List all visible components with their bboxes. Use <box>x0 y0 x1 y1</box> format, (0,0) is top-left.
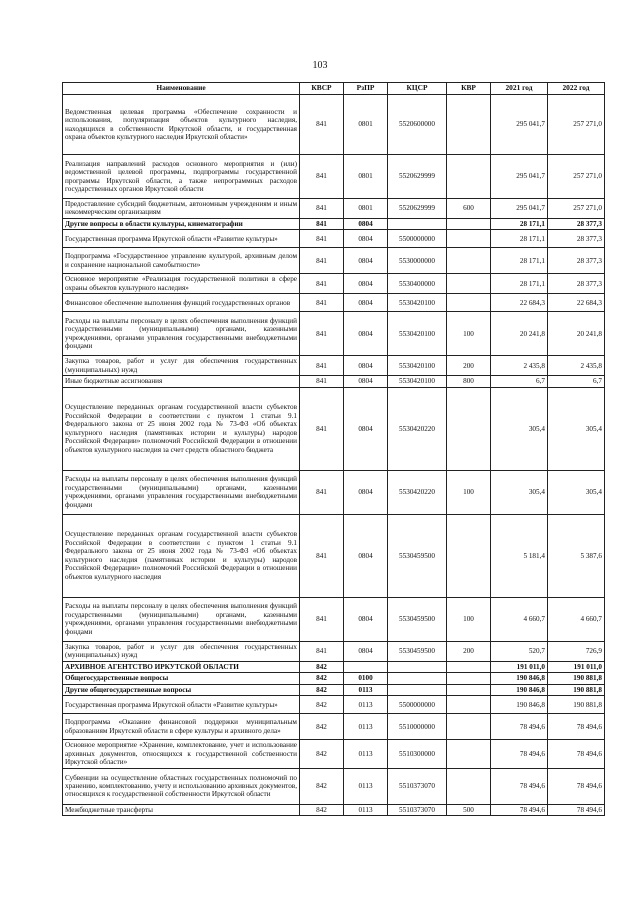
cell-2021: 295 041,7 <box>491 155 548 199</box>
cell-rzpr: 0801 <box>344 199 388 219</box>
cell-2022: 6,7 <box>548 376 605 387</box>
table-row <box>63 804 605 815</box>
cell-name: Осуществление переданных органам государственной власти субъектов Российской Федерации в соответствии с пунктом 1 статьи 9.1 Федерального закона от 25 июня 2002 года № 73-ФЗ «Об объектах культурного наследия (памятниках истории и культуры) народов Российской Федерации» полномочий Российской Федерации в отношении объектов культурного наследия <box>63 514 300 597</box>
cell-rzpr: 0801 <box>344 95 388 155</box>
cell-2021: 78 494,6 <box>491 714 548 740</box>
cell-kvsr: 841 <box>300 312 344 356</box>
cell-rzpr: 0113 <box>344 684 388 695</box>
cell-kvr: 200 <box>447 356 491 376</box>
cell-kvsr: 842 <box>300 768 344 804</box>
cell-kcsr: 5510000000 <box>388 714 447 740</box>
cell-name: Закупка товаров, работ и услуг для обеспечения государственных (муниципальных) нужд <box>63 641 300 661</box>
cell-kcsr: 5520629999 <box>388 155 447 199</box>
cell-kvsr: 842 <box>300 673 344 684</box>
cell-2021: 20 241,8 <box>491 312 548 356</box>
cell-2022: 28 377,3 <box>548 218 605 229</box>
cell-2022: 22 684,3 <box>548 294 605 312</box>
cell-kcsr <box>388 218 447 229</box>
cell-kvr <box>447 95 491 155</box>
cell-kvr: 200 <box>447 641 491 661</box>
cell-rzpr <box>344 661 388 672</box>
cell-kcsr: 5530420100 <box>388 312 447 356</box>
cell-2021: 78 494,6 <box>491 740 548 768</box>
cell-kvsr: 841 <box>300 218 344 229</box>
cell-name: Подпрограмма «Государственное управление культурой, архивным делом и сохранение национальной самобытности» <box>63 248 300 274</box>
cell-kcsr: 5530459500 <box>388 514 447 597</box>
cell-kvsr: 841 <box>300 274 344 294</box>
cell-2022: 78 494,6 <box>548 740 605 768</box>
table-row <box>63 294 605 312</box>
cell-kvr <box>447 661 491 672</box>
table-row <box>63 155 605 199</box>
table-header-row <box>63 83 605 95</box>
cell-2021: 28 171,1 <box>491 248 548 274</box>
table-row <box>63 95 605 155</box>
cell-kvsr: 842 <box>300 804 344 815</box>
cell-2022: 4 660,7 <box>548 597 605 641</box>
cell-kcsr: 5520629999 <box>388 199 447 219</box>
table-row <box>63 684 605 695</box>
header-kvsr: КВСР <box>300 83 344 95</box>
cell-2021: 295 041,7 <box>491 95 548 155</box>
cell-rzpr: 0804 <box>344 470 388 514</box>
cell-rzpr: 0113 <box>344 740 388 768</box>
cell-kvsr: 841 <box>300 248 344 274</box>
cell-kvsr: 842 <box>300 740 344 768</box>
cell-name: Финансовое обеспечение выполнения функций государственных органов <box>63 294 300 312</box>
cell-kvr <box>447 155 491 199</box>
cell-2021: 5 181,4 <box>491 514 548 597</box>
cell-kvr: 600 <box>447 199 491 219</box>
cell-2022: 190 881,8 <box>548 696 605 714</box>
cell-kvsr: 841 <box>300 470 344 514</box>
cell-kcsr: 5510373070 <box>388 768 447 804</box>
cell-2021: 305,4 <box>491 470 548 514</box>
cell-name: Расходы на выплаты персоналу в целях обеспечения выполнения функций государственными (муниципальными) органами, казенными учреждениями, органами управления государственными внебюджетными фондами <box>63 312 300 356</box>
cell-2022: 2 435,8 <box>548 356 605 376</box>
table-row <box>63 470 605 514</box>
table-row <box>63 714 605 740</box>
cell-kvr <box>447 230 491 248</box>
cell-2021: 295 041,7 <box>491 199 548 219</box>
header-name: Наименование <box>63 83 300 95</box>
cell-kvr <box>447 714 491 740</box>
cell-name: АРХИВНОЕ АГЕНТСТВО ИРКУТСКОЙ ОБЛАСТИ <box>63 661 300 672</box>
cell-2021: 78 494,6 <box>491 804 548 815</box>
cell-name: Основное мероприятие «Хранение, комплектование, учет и использование архивных документов, относящихся к государственной собственности Иркутской области» <box>63 740 300 768</box>
cell-kcsr <box>388 661 447 672</box>
cell-kvr: 100 <box>447 470 491 514</box>
cell-kvr: 800 <box>447 376 491 387</box>
cell-kvr <box>447 294 491 312</box>
cell-kvsr: 841 <box>300 230 344 248</box>
cell-2021: 6,7 <box>491 376 548 387</box>
table-row <box>63 199 605 219</box>
cell-kcsr: 5530459500 <box>388 597 447 641</box>
cell-2021: 190 846,8 <box>491 684 548 695</box>
cell-name: Подпрограмма «Оказание финансовой поддержки муниципальным образованиям Иркутской области в сфере культуры и архивного дела» <box>63 714 300 740</box>
cell-kvr <box>447 248 491 274</box>
table-row <box>63 696 605 714</box>
cell-2022: 78 494,6 <box>548 804 605 815</box>
cell-name: Субвенции на осуществление областных государственных полномочий по хранению, комплектованию, учету и использованию архивных документов, относящихся к государственной собственности Иркутской области <box>63 768 300 804</box>
cell-kvr <box>447 696 491 714</box>
cell-kvsr: 841 <box>300 95 344 155</box>
cell-name: Расходы на выплаты персоналу в целях обеспечения выполнения функций государственными (муниципальными) органами, казенными учреждениями, органами управления государственными внебюджетными фондами <box>63 470 300 514</box>
cell-kcsr: 5530420100 <box>388 294 447 312</box>
cell-name: Государственная программа Иркутской области «Развитие культуры» <box>63 696 300 714</box>
cell-kcsr <box>388 673 447 684</box>
table-row <box>63 514 605 597</box>
header-2022: 2022 год <box>548 83 605 95</box>
cell-name: Другие вопросы в области культуры, кинематографии <box>63 218 300 229</box>
cell-2021: 520,7 <box>491 641 548 661</box>
cell-kcsr: 5510300000 <box>388 740 447 768</box>
cell-kvsr: 841 <box>300 155 344 199</box>
cell-name: Межбюджетные трансферты <box>63 804 300 815</box>
cell-2022: 190 881,8 <box>548 684 605 695</box>
table-row <box>63 248 605 274</box>
cell-2022: 305,4 <box>548 387 605 470</box>
cell-name: Осуществление переданных органам государственной власти субъектов Российской Федерации в соответствии с пунктом 1 статьи 9.1 Федерального закона от 25 июня 2002 года № 73-ФЗ «Об объектах культурного наследия (памятниках истории и культуры) народов Российской Федерации» полномочий Российской Федерации в отношении объектов культурного наследия за счет средств областного бюджета <box>63 387 300 470</box>
cell-kvsr: 841 <box>300 597 344 641</box>
cell-2021: 28 171,1 <box>491 274 548 294</box>
cell-rzpr: 0804 <box>344 376 388 387</box>
cell-rzpr: 0804 <box>344 312 388 356</box>
table-row <box>63 597 605 641</box>
cell-2022: 191 011,0 <box>548 661 605 672</box>
table-row <box>63 673 605 684</box>
cell-name: Расходы на выплаты персоналу в целях обеспечения выполнения функций государственными (муниципальными) органами, казенными учреждениями, органами управления государственными внебюджетными фондами <box>63 597 300 641</box>
cell-kcsr: 5530420220 <box>388 470 447 514</box>
cell-rzpr: 0113 <box>344 714 388 740</box>
cell-rzpr: 0113 <box>344 696 388 714</box>
table-row <box>63 387 605 470</box>
cell-kcsr: 5530420100 <box>388 356 447 376</box>
cell-kvr: 100 <box>447 312 491 356</box>
cell-2021: 305,4 <box>491 387 548 470</box>
cell-name: Ведомственная целевая программа «Обеспечение сохранности и использования, популяризация объектов культурного наследия, находящихся в собственности Иркутской области, и государственная охрана объектов культурного наследия Иркутской области» <box>63 95 300 155</box>
cell-2022: 28 377,3 <box>548 230 605 248</box>
cell-kvr <box>447 514 491 597</box>
cell-kvr <box>447 274 491 294</box>
cell-rzpr: 0804 <box>344 294 388 312</box>
budget-table <box>62 82 605 816</box>
cell-kvr: 100 <box>447 597 491 641</box>
cell-kvsr: 841 <box>300 199 344 219</box>
cell-rzpr: 0804 <box>344 597 388 641</box>
cell-kcsr: 5510373070 <box>388 804 447 815</box>
header-2021: 2021 год <box>491 83 548 95</box>
cell-kvr: 500 <box>447 804 491 815</box>
cell-2022: 5 387,6 <box>548 514 605 597</box>
cell-name: Предоставление субсидий бюджетным, автономным учреждениям и иным некоммерческим организациям <box>63 199 300 219</box>
table-row <box>63 274 605 294</box>
header-rzpr: РзПР <box>344 83 388 95</box>
cell-kvsr: 841 <box>300 387 344 470</box>
table-row <box>63 768 605 804</box>
cell-kcsr: 5530400000 <box>388 274 447 294</box>
cell-name: Основное мероприятие «Реализация государственной политики в сфере охраны объектов культурного наследия» <box>63 274 300 294</box>
cell-kvsr: 841 <box>300 641 344 661</box>
cell-rzpr: 0804 <box>344 514 388 597</box>
cell-kcsr: 5500000000 <box>388 696 447 714</box>
page-number: 103 <box>312 60 328 71</box>
table-row <box>63 661 605 672</box>
cell-rzpr: 0113 <box>344 768 388 804</box>
cell-2021: 28 171,1 <box>491 230 548 248</box>
cell-kvsr: 842 <box>300 661 344 672</box>
cell-2022: 78 494,6 <box>548 714 605 740</box>
cell-2022: 305,4 <box>548 470 605 514</box>
cell-2021: 22 684,3 <box>491 294 548 312</box>
cell-kcsr: 5520600000 <box>388 95 447 155</box>
cell-kvr <box>447 768 491 804</box>
cell-2022: 257 271,0 <box>548 199 605 219</box>
cell-2021: 190 846,8 <box>491 696 548 714</box>
table-row <box>63 230 605 248</box>
cell-kvsr: 841 <box>300 356 344 376</box>
table-row <box>63 376 605 387</box>
cell-kcsr: 5530000000 <box>388 248 447 274</box>
cell-rzpr: 0804 <box>344 218 388 229</box>
cell-kvsr: 842 <box>300 714 344 740</box>
table-row <box>63 641 605 661</box>
cell-kcsr <box>388 684 447 695</box>
cell-kcsr: 5500000000 <box>388 230 447 248</box>
cell-2022: 20 241,8 <box>548 312 605 356</box>
cell-2021: 28 171,1 <box>491 218 548 229</box>
cell-rzpr: 0100 <box>344 673 388 684</box>
cell-2021: 4 660,7 <box>491 597 548 641</box>
table-row <box>63 218 605 229</box>
cell-2021: 2 435,8 <box>491 356 548 376</box>
cell-kvsr: 842 <box>300 696 344 714</box>
cell-kvr <box>447 684 491 695</box>
cell-name: Закупка товаров, работ и услуг для обеспечения государственных (муниципальных) нужд <box>63 356 300 376</box>
cell-2022: 257 271,0 <box>548 95 605 155</box>
header-kvr: КВР <box>447 83 491 95</box>
cell-2022: 28 377,3 <box>548 274 605 294</box>
cell-rzpr: 0804 <box>344 274 388 294</box>
cell-kvsr: 841 <box>300 376 344 387</box>
cell-2022: 28 377,3 <box>548 248 605 274</box>
cell-name: Другие общегосударственные вопросы <box>63 684 300 695</box>
cell-kvr <box>447 740 491 768</box>
cell-name: Реализация направлений расходов основного мероприятия и (или) ведомственной целевой программы, подпрограммы государственной программы Иркутской области, а также непрограммных расходов государственных органов Иркутской области <box>63 155 300 199</box>
cell-name: Иные бюджетные ассигнования <box>63 376 300 387</box>
cell-2021: 190 846,8 <box>491 673 548 684</box>
cell-kvr <box>447 673 491 684</box>
cell-kvr <box>447 218 491 229</box>
cell-kcsr: 5530420100 <box>388 376 447 387</box>
cell-kvr <box>447 387 491 470</box>
cell-2022: 190 881,8 <box>548 673 605 684</box>
table-row <box>63 356 605 376</box>
cell-2021: 191 011,0 <box>491 661 548 672</box>
cell-kcsr: 5530459500 <box>388 641 447 661</box>
cell-2022: 726,9 <box>548 641 605 661</box>
table-row <box>63 312 605 356</box>
cell-kvsr: 841 <box>300 514 344 597</box>
cell-rzpr: 0113 <box>344 804 388 815</box>
cell-rzpr: 0804 <box>344 248 388 274</box>
table-row <box>63 740 605 768</box>
cell-kvsr: 842 <box>300 684 344 695</box>
cell-rzpr: 0804 <box>344 230 388 248</box>
cell-name: Государственная программа Иркутской области «Развитие культуры» <box>63 230 300 248</box>
cell-2022: 78 494,6 <box>548 768 605 804</box>
header-kcsr: КЦСР <box>388 83 447 95</box>
cell-rzpr: 0804 <box>344 641 388 661</box>
cell-name: Общегосударственные вопросы <box>63 673 300 684</box>
cell-kcsr: 5530420220 <box>388 387 447 470</box>
cell-kvsr: 841 <box>300 294 344 312</box>
cell-2021: 78 494,6 <box>491 768 548 804</box>
cell-rzpr: 0804 <box>344 356 388 376</box>
cell-rzpr: 0804 <box>344 387 388 470</box>
cell-2022: 257 271,0 <box>548 155 605 199</box>
cell-rzpr: 0801 <box>344 155 388 199</box>
